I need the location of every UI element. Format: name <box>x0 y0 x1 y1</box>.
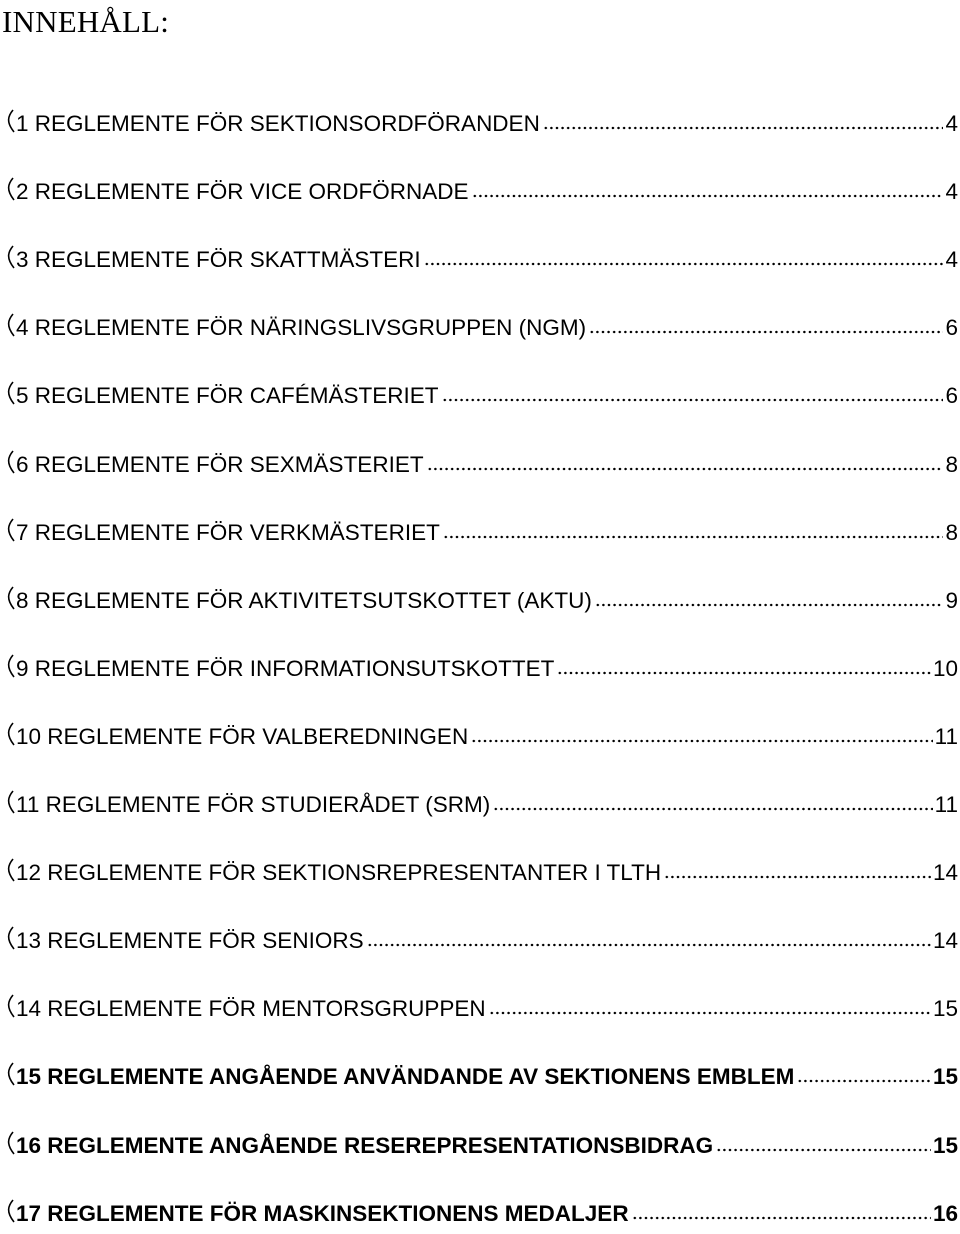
dot-leader <box>367 923 931 947</box>
dot-leader <box>664 855 931 879</box>
toc-hook-mark <box>2 925 16 957</box>
dot-leader <box>472 174 944 198</box>
toc-entry-page-number: 4 <box>945 247 958 272</box>
toc-entry-row <box>16 649 958 689</box>
toc-entry[interactable] <box>0 240 958 280</box>
toc-entry-row <box>16 104 958 144</box>
toc-entry[interactable] <box>0 172 958 212</box>
dot-leader <box>489 991 931 1015</box>
toc-hook-mark <box>2 312 16 344</box>
dot-leader <box>595 583 944 607</box>
dot-leader <box>443 515 944 539</box>
toc-entry-row <box>16 717 958 757</box>
toc-entry-label: 4 REGLEMENTE FÖR NÄRINGSLIVSGRUPPEN (NGM) <box>16 315 587 340</box>
toc-entry-row <box>16 240 958 280</box>
dot-leader <box>427 447 944 471</box>
toc-entry-label: 5 REGLEMENTE FÖR CAFÉMÄSTERIET <box>16 383 439 408</box>
toc-entry-page-number: 16 <box>932 1201 958 1226</box>
toc-entry-label: 10 REGLEMENTE FÖR VALBEREDNINGEN <box>16 724 469 749</box>
toc-hook-mark <box>2 1198 16 1230</box>
toc-hook-mark <box>2 108 16 140</box>
toc-entry-page-number: 8 <box>945 452 958 477</box>
toc-entry[interactable] <box>0 1194 958 1234</box>
dot-leader <box>543 106 944 130</box>
toc-entry-label: 13 REGLEMENTE FÖR SENIORS <box>16 928 364 953</box>
toc-entry-row <box>16 376 958 416</box>
toc-entry-row <box>16 513 958 553</box>
toc-entry[interactable] <box>0 1057 958 1097</box>
toc-hook-mark <box>2 517 16 549</box>
toc-entry-label: 11 REGLEMENTE FÖR STUDIERÅDET (SRM) <box>16 792 491 817</box>
dot-leader <box>471 719 932 743</box>
toc-entry-page-number: 15 <box>932 1133 958 1158</box>
toc-entry-label: 7 REGLEMENTE FÖR VERKMÄSTERIET <box>16 520 440 545</box>
dot-leader <box>632 1196 931 1220</box>
toc-entry[interactable] <box>0 717 958 757</box>
toc-entry[interactable] <box>0 989 958 1029</box>
toc-entry-row <box>16 785 958 825</box>
toc-entry[interactable] <box>0 445 958 485</box>
toc-hook-mark <box>2 857 16 889</box>
toc-entry-label: 14 REGLEMENTE FÖR MENTORSGRUPPEN <box>16 996 486 1021</box>
toc-hook-mark <box>2 244 16 276</box>
toc-hook-mark <box>2 653 16 685</box>
toc-hook-mark <box>2 585 16 617</box>
toc-entry-row <box>16 1126 958 1166</box>
toc-entry[interactable] <box>0 308 958 348</box>
toc-entry[interactable] <box>0 513 958 553</box>
toc-entry-row <box>16 921 958 961</box>
toc-entry-label: 17 REGLEMENTE FÖR MASKINSEKTIONENS MEDALJER <box>16 1201 629 1226</box>
dot-leader <box>716 1128 931 1152</box>
toc-entry-label: 15 REGLEMENTE ANGÅENDE ANVÄNDANDE AV SEKTIONENS EMBLEM <box>16 1064 795 1089</box>
toc-entry-label: 2 REGLEMENTE FÖR VICE ORDFÖRNADE <box>16 179 469 204</box>
dot-leader <box>493 787 932 811</box>
toc-hook-mark <box>2 176 16 208</box>
toc-entry-page-number: 14 <box>932 860 958 885</box>
toc-entry-label: 6 REGLEMENTE FÖR SEXMÄSTERIET <box>16 452 424 477</box>
toc-entry[interactable] <box>0 921 958 961</box>
toc-entry-page-number: 6 <box>945 383 958 408</box>
toc-entry-row <box>16 1057 958 1097</box>
toc-entry-page-number: 15 <box>932 1064 958 1089</box>
dot-leader <box>557 651 931 675</box>
toc-entry-row <box>16 308 958 348</box>
toc-hook-mark <box>2 1130 16 1162</box>
dot-leader <box>797 1059 931 1083</box>
toc-entry[interactable] <box>0 376 958 416</box>
toc-entry[interactable] <box>0 853 958 893</box>
toc-entry-row <box>16 853 958 893</box>
toc-hook-mark <box>2 1061 16 1093</box>
toc-entry-page-number: 9 <box>945 588 958 613</box>
toc-hook-mark <box>2 449 16 481</box>
toc-entry[interactable] <box>0 649 958 689</box>
toc-entry-page-number: 4 <box>945 179 958 204</box>
toc-hook-mark <box>2 789 16 821</box>
toc-entry[interactable] <box>0 1126 958 1166</box>
toc-entry[interactable] <box>0 785 958 825</box>
toc-entry-page-number: 15 <box>932 996 958 1021</box>
toc-entry-page-number: 11 <box>934 724 958 749</box>
toc-entry-label: 16 REGLEMENTE ANGÅENDE RESEREPRESENTATIONSBIDRAG <box>16 1133 714 1158</box>
dot-leader <box>442 378 944 402</box>
toc-entry-page-number: 4 <box>945 111 958 136</box>
toc-hook-mark <box>2 993 16 1025</box>
toc-entry-row <box>16 581 958 621</box>
page-title: INNEHÅLL: <box>2 4 170 39</box>
toc-entry-label: 9 REGLEMENTE FÖR INFORMATIONSUTSKOTTET <box>16 656 555 681</box>
toc-entry-label: 3 REGLEMENTE FÖR SKATTMÄSTERI <box>16 247 421 272</box>
toc-entry-page-number: 8 <box>945 520 958 545</box>
toc-hook-mark <box>2 380 16 412</box>
toc-entry-page-number: 14 <box>932 928 958 953</box>
toc-entry-row <box>16 989 958 1029</box>
toc-entry-row <box>16 1194 958 1234</box>
toc-entry-label: 8 REGLEMENTE FÖR AKTIVITETSUTSKOTTET (AKTU) <box>16 588 592 613</box>
dot-leader <box>589 310 943 334</box>
toc-entry-label: 12 REGLEMENTE FÖR SEKTIONSREPRESENTANTER I TLTH <box>16 860 662 885</box>
toc-entry-page-number: 6 <box>945 315 958 340</box>
toc-entry-label: 1 REGLEMENTE FÖR SEKTIONSORDFÖRANDEN <box>16 111 540 136</box>
dot-leader <box>424 242 944 266</box>
toc-entry[interactable] <box>0 581 958 621</box>
toc-hook-mark <box>2 721 16 753</box>
toc-entry-page-number: 11 <box>934 792 958 817</box>
toc-entry-page-number: 10 <box>932 656 958 681</box>
toc-entry[interactable] <box>0 104 958 144</box>
toc-entry-row <box>16 172 958 212</box>
toc-entry-row <box>16 445 958 485</box>
